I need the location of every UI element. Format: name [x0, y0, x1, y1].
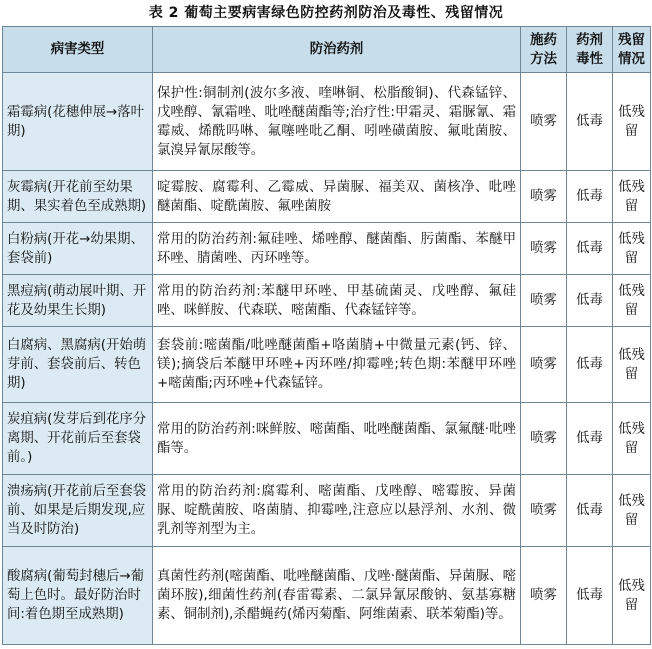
toxicity-cell: 低毒 [567, 275, 613, 327]
residue-cell: 低残留 [613, 275, 651, 327]
table-row [3, 547, 651, 645]
table-title: 表 2 葡萄主要病害绿色防控药剂防治及毒性、残留情况 [148, 5, 504, 21]
residue-cell: 低残留 [613, 403, 651, 475]
toxicity-cell: 低毒 [567, 403, 613, 475]
table-row [3, 275, 651, 327]
header-toxicity: 药剂毒性 [567, 27, 613, 73]
toxicity-cell: 低毒 [567, 547, 613, 645]
residue-cell: 低残留 [613, 547, 651, 645]
agent-cell: 常用的防治药剂:氟硅唑、烯唑醇、醚菌酯、肟菌酯、苯醚甲环唑、腈菌唑、丙环唑等。 [153, 223, 521, 275]
residue-cell: 低残留 [613, 171, 651, 223]
toxicity-cell: 低毒 [567, 327, 613, 403]
method-cell: 喷雾 [521, 475, 567, 547]
agent-cell: 真菌性药剂(嘧菌酯、吡唑醚菌酯、戊唑·醚菌酯、异菌脲、嘧菌环胺),细菌性药剂(春雷霉素、二氯异氰尿酸钠、氨基寡糖素、铜制剂),杀醋蝇药(烯丙菊酯、阿维菌素、联苯菊酯)等。 [153, 547, 521, 645]
agent-cell: 常用的防治药剂:腐霉利、嘧菌酯、戊唑醇、嘧霉胺、异菌脲、啶酰菌胺、咯菌腈、抑霉唑,注意应以悬浮剂、水剂、微乳剂等剂型为主。 [153, 475, 521, 547]
table-row [3, 475, 651, 547]
table-row [3, 403, 651, 475]
header-row [3, 27, 651, 73]
disease-cell: 霜霉病(花穗伸展→落叶期) [3, 73, 153, 171]
residue-cell: 低残留 [613, 327, 651, 403]
agent-cell: 套袋前:嘧菌酯/吡唑醚菌酯+咯菌腈+中微量元素(钙、锌、镁);摘袋后苯醚甲环唑+丙环唑/抑霉唑;转色期:苯醚甲环唑+嘧菌酯;丙环唑+代森锰锌。 [153, 327, 521, 403]
residue-cell: 低残留 [613, 475, 651, 547]
table-row [3, 327, 651, 403]
toxicity-cell: 低毒 [567, 223, 613, 275]
table-row [3, 171, 651, 223]
disease-cell: 灰霉病(开花前至幼果期、果实着色至成熟期) [3, 171, 153, 223]
method-cell: 喷雾 [521, 547, 567, 645]
table-row [3, 223, 651, 275]
method-cell: 喷雾 [521, 327, 567, 403]
table-row [3, 73, 651, 171]
disease-cell: 白腐病、黑腐病(开始萌芽前、套袋前后、转色期) [3, 327, 153, 403]
agent-cell: 保护性:铜制剂(波尔多液、喹啉铜、松脂酸铜)、代森锰锌、戊唑醇、氰霜唑、吡唑醚菌酯等;治疗性:甲霜灵、霜脲氰、霜霉威、烯酰吗啉、氟噻唑吡乙酮、吲唑磺菌胺、氟吡菌胺、氯溴异氰尿酸等。 [153, 73, 521, 171]
agent-cell: 常用的防治药剂:苯醚甲环唑、甲基硫菌灵、戊唑醇、氟硅唑、咪鲜胺、代森联、嘧菌酯、代森锰锌等。 [153, 275, 521, 327]
disease-cell: 黑痘病(萌动展叶期、开花及幼果生长期) [3, 275, 153, 327]
disease-cell: 酸腐病(葡萄封穗后→葡萄上色时。最好防治时间:着色期至成熟期) [3, 547, 153, 645]
disease-control-table [2, 26, 651, 645]
agent-cell: 啶霉胺、腐霉利、乙霉威、异菌脲、福美双、菌核净、吡唑醚菌酯、啶酰菌胺、氟唑菌胺 [153, 171, 521, 223]
method-cell: 喷雾 [521, 73, 567, 171]
toxicity-cell: 低毒 [567, 171, 613, 223]
disease-cell: 溃疡病(开花前后至套袋前、如果是后期发现,应当及时防治) [3, 475, 153, 547]
header-residue: 残留情况 [613, 27, 651, 73]
method-cell: 喷雾 [521, 223, 567, 275]
header-method: 施药方法 [521, 27, 567, 73]
header-disease: 病害类型 [3, 27, 153, 73]
disease-cell: 炭疽病(发芽后到花序分离期、开花前后至套袋前。) [3, 403, 153, 475]
toxicity-cell: 低毒 [567, 475, 613, 547]
method-cell: 喷雾 [521, 171, 567, 223]
method-cell: 喷雾 [521, 403, 567, 475]
method-cell: 喷雾 [521, 275, 567, 327]
toxicity-cell: 低毒 [567, 73, 613, 171]
disease-cell: 白粉病(开花→幼果期、套袋前) [3, 223, 153, 275]
agent-cell: 常用的防治药剂:咪鲜胺、嘧菌酯、吡唑醚菌酯、氯氟醚·吡唑酯等。 [153, 403, 521, 475]
header-agent: 防治药剂 [153, 27, 521, 73]
residue-cell: 低残留 [613, 223, 651, 275]
residue-cell: 低残留 [613, 73, 651, 171]
